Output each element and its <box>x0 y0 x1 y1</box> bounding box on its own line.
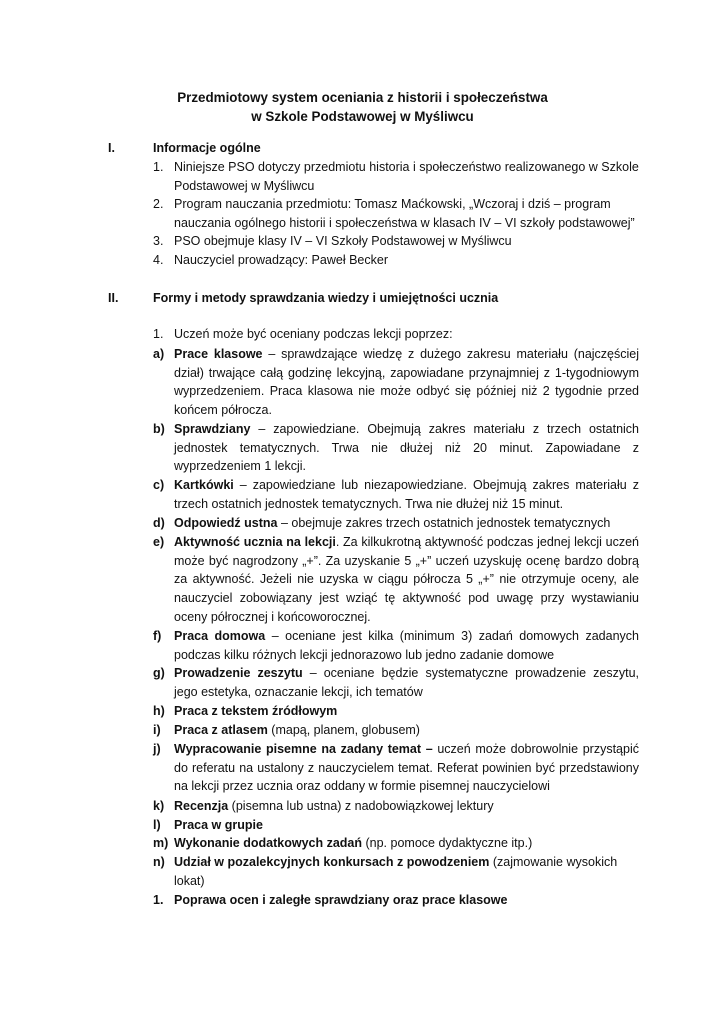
list-item-text <box>174 420 639 476</box>
list-item-text: Uczeń może być oceniany podczas lekcji poprzez: <box>174 327 453 341</box>
list-item <box>153 816 639 835</box>
list-item-text <box>174 345 639 420</box>
list-item-label: 1. <box>153 160 164 174</box>
list-item-label: j) <box>153 742 161 756</box>
list-item-label: 1. <box>153 327 164 341</box>
list-item-term: Praca z tekstem źródłowym <box>174 704 338 718</box>
list-item-description: . Za kilkukrotną aktywność podczas jednej lekcji uczeń może być nagrodzony „+”. Za uzyskanie 5 „+” uczeń uzyskuję ocenę bardzo dobrą za aktywność. Jeżeli nie uzyska w ciągu półrocza 5 „+” nie otrzymuje oceny, ale nauczyciel zobowiązany jest wziąć tę aktywność pod uwagę przy wystawianiu oceny półrocznej i końcoworocznej. <box>174 535 639 624</box>
list-item-label: m) <box>153 836 169 850</box>
section-2-number: II. <box>108 291 119 305</box>
list-item-label: g) <box>153 666 165 680</box>
list-item <box>153 232 639 251</box>
list-item <box>153 325 639 344</box>
section-1-heading: Informacje ogólne <box>153 141 261 155</box>
list-item-label: k) <box>153 799 165 813</box>
list-item <box>153 702 639 721</box>
list-item-text <box>174 797 639 816</box>
list-item-text <box>174 514 639 533</box>
list-item-label: c) <box>153 478 165 492</box>
list-item <box>153 420 639 476</box>
list-item <box>153 476 639 513</box>
list-item-term: Prowadzenie zeszytu <box>174 666 303 680</box>
list-item <box>153 721 639 740</box>
list-item-description: uczeń może dobrowolnie przystąpić do referatu na ustalony z nauczycielem temat. Referat powinien być przedstawiony na lekcji przez ucznia oraz oddany w formie pisemnej nauczycielowi <box>174 742 639 794</box>
document-title-line-1: Przedmiotowy system oceniania z historii i społeczeństwa <box>177 90 548 105</box>
list-item-term: Aktywność ucznia na lekcji <box>174 535 336 549</box>
list-item <box>153 533 639 627</box>
list-item-term: Wypracowanie pisemne na zadany temat – <box>174 742 433 756</box>
list-item-text <box>174 853 639 890</box>
list-item-text: Program nauczania przedmiotu: Tomasz Maćkowski, „Wczoraj i dziś – program nauczania ogólnego historii i społeczeństwa w klasach IV – VI szkoły podstawowej” <box>174 197 635 230</box>
list-item-description: – obejmuje zakres trzech ostatnich jednostek tematycznych <box>277 516 611 530</box>
list-item-description: (zajmowanie wysokich lokat) <box>174 855 618 888</box>
document-title-line-2: w Szkole Podstawowej w Myśliwcu <box>251 109 474 124</box>
list-item-term: Praca z atlasem <box>174 723 268 737</box>
list-item-term: Prace klasowe <box>174 347 263 361</box>
list-item-text <box>174 702 639 721</box>
list-item-term: Praca w grupie <box>174 818 263 832</box>
list-item-description: – sprawdzające wiedzę z dużego zakresu materiału (najczęściej dział) trwające całą godzinę lekcyjną, zapowiadane przynajmniej z 1-tygodniowym wyprzedzeniem. Praca klasowa nie może odbyć się później niż 2 tygodnie przed końcem półrocza. <box>174 347 640 418</box>
list-item-label: l) <box>153 818 161 832</box>
list-item-label: i) <box>153 723 161 737</box>
list-item-label: 2. <box>153 197 164 211</box>
list-item-term: Sprawdziany <box>174 422 251 436</box>
list-item-text <box>174 533 639 627</box>
list-item <box>153 797 639 816</box>
list-item-label: a) <box>153 347 165 361</box>
list-item <box>153 664 639 701</box>
list-item-label: f) <box>153 629 162 643</box>
section-1-number: I. <box>108 141 115 155</box>
list-item <box>153 740 639 796</box>
list-item-description: – zapowiedziane. Obejmują zakres materiału z trzech ostatnich jednostek tematycznych. Trwa nie dłużej niż 20 minut. Zapowiadane z wyprzedzeniem 1 lekcji. <box>174 422 639 474</box>
list-item-label: 4. <box>153 253 164 267</box>
list-item <box>153 627 639 664</box>
list-item-description: – oceniane jest kilka (minimum 3) zadań domowych zadanych podczas kilku różnych lekcji jednorazowo lub jedno zadanie domowe <box>174 629 639 662</box>
list-item <box>153 853 639 890</box>
list-item-label: e) <box>153 535 165 549</box>
list-item-text: Nauczyciel prowadzący: Paweł Becker <box>174 253 388 267</box>
list-item-label: 3. <box>153 234 164 248</box>
list-item <box>153 195 639 232</box>
list-item-text <box>174 721 639 740</box>
list-item <box>153 514 639 533</box>
list-item-label: h) <box>153 704 165 718</box>
section-2-heading: Formy i metody sprawdzania wiedzy i umiejętności ucznia <box>153 291 499 305</box>
subsection-heading <box>153 891 639 910</box>
list-item-term: Praca domowa <box>174 629 266 643</box>
list-item-text <box>174 740 639 796</box>
list-item-term: Odpowiedź ustna <box>174 516 278 530</box>
list-item-label: d) <box>153 516 165 530</box>
list-item <box>153 834 639 853</box>
list-item-text: PSO obejmuje klasy IV – VI Szkoły Podstawowej w Myśliwcu <box>174 234 512 248</box>
list-item-label: b) <box>153 422 165 436</box>
list-item-term: Wykonanie dodatkowych zadań <box>174 836 363 850</box>
list-item-term: Udział w pozalekcyjnych konkursach z powodzeniem <box>174 855 490 869</box>
list-item-text <box>174 476 639 513</box>
list-item-text <box>174 816 639 835</box>
list-item-text <box>174 627 639 664</box>
list-item-text <box>174 834 639 853</box>
list-item-term: Recenzja <box>174 799 229 813</box>
subsection-title: Poprawa ocen i zaległe sprawdziany oraz prace klasowe <box>174 893 508 907</box>
list-item-term: Kartkówki <box>174 478 234 492</box>
list-item-label: n) <box>153 855 165 869</box>
list-item <box>153 345 639 420</box>
list-item <box>153 251 639 270</box>
list-item-description: (mapą, planem, globusem) <box>267 723 420 737</box>
list-item-text <box>174 664 639 701</box>
list-item-description: (np. pomoce dydaktyczne itp.) <box>362 836 533 850</box>
list-item-description: – oceniane będzie systematyczne prowadzenie zeszytu, jego estetyka, oznaczanie lekcji, ich tematów <box>174 666 639 699</box>
list-item <box>153 158 639 195</box>
list-item-description: (pisemna lub ustna) z nadobowiązkowej lektury <box>228 799 494 813</box>
list-item-description: – zapowiedziane lub niezapowiedziane. Obejmują zakres materiału z trzech ostatnich jednostek tematycznych. Trwa nie dłużej niż 15 minut. <box>174 478 639 511</box>
list-item-text: Niniejsze PSO dotyczy przedmiotu historia i społeczeństwo realizowanego w Szkole Podstawowej w Myśliwcu <box>174 160 639 193</box>
subsection-number: 1. <box>153 893 164 907</box>
